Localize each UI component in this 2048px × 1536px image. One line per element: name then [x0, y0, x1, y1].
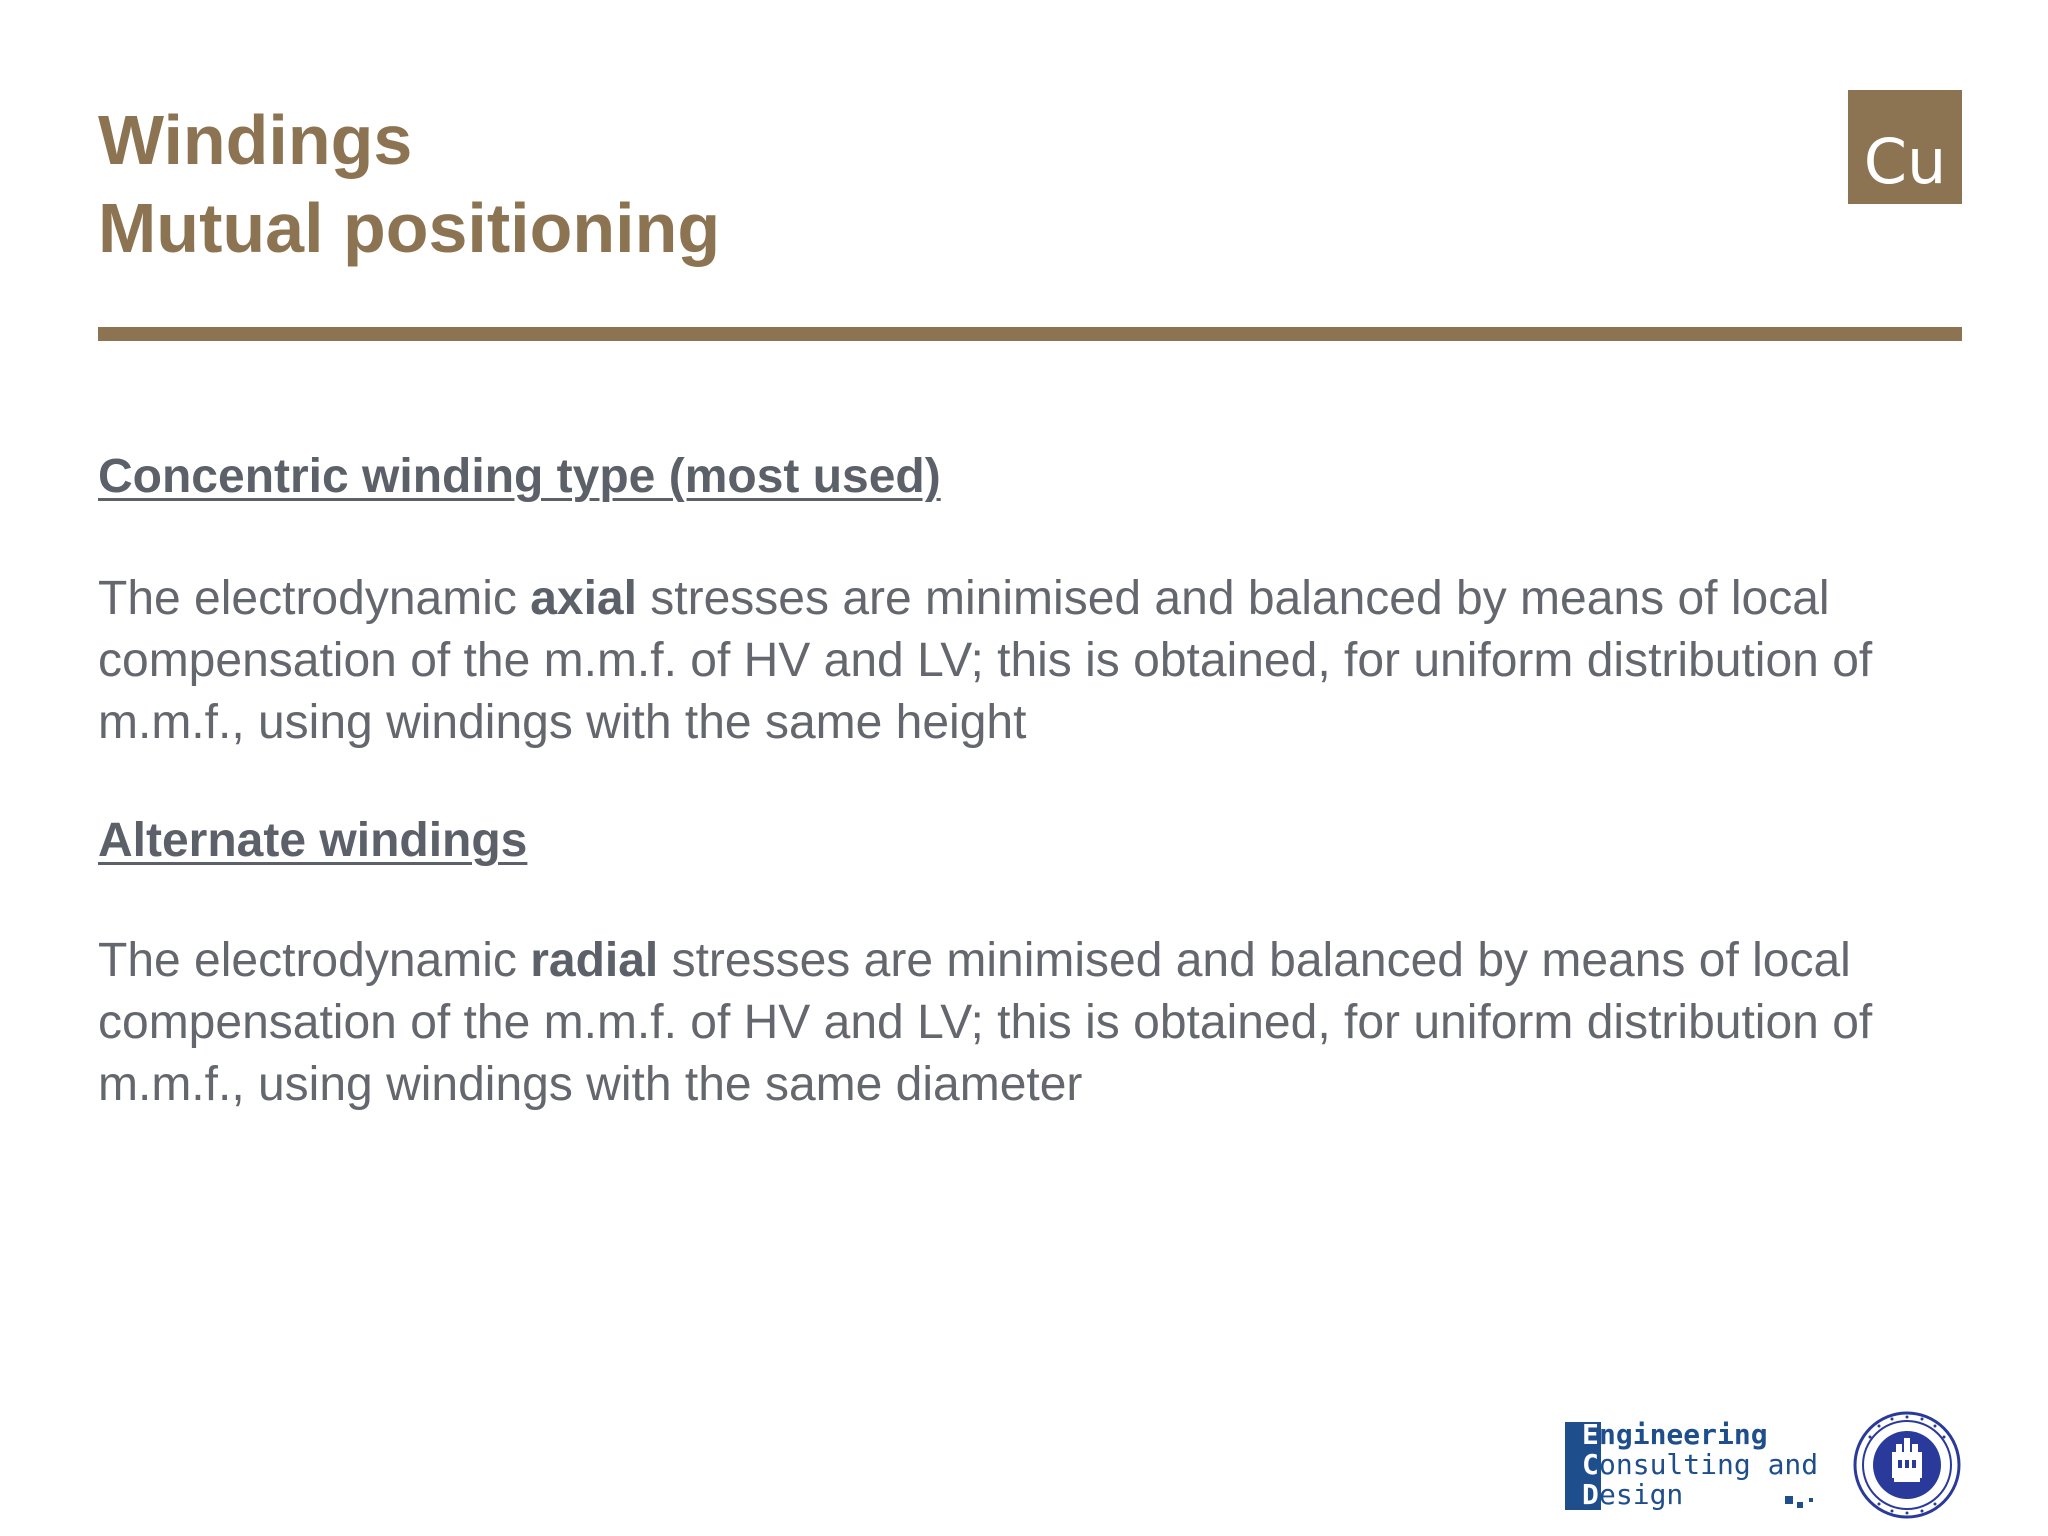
- emphasis-word: radial: [530, 934, 659, 987]
- university-seal-icon: [1852, 1410, 1962, 1520]
- ecd-logo-dots: [1785, 1494, 1821, 1508]
- ecd-logo: [1565, 1420, 1825, 1512]
- ecd-logo-line2: Consulting and: [1582, 1448, 1819, 1481]
- text-before: The electrodynamic: [98, 572, 531, 625]
- slide-content: [98, 446, 1978, 1116]
- title-divider: [98, 327, 1962, 341]
- slide-title-line2: Mutual positioning: [98, 189, 721, 267]
- section-text-concentric: [98, 568, 1978, 754]
- text-before: The electrodynamic: [98, 934, 531, 987]
- text-after: stresses are minimised and balanced by means of local compensation of the m.m.f. of HV and LV; this is obtained, for uniform distribution of m.m.f., using windings with the same diameter: [98, 934, 1873, 1111]
- slide-title: [98, 96, 720, 272]
- section-text-alternate: [98, 930, 1978, 1116]
- slide-title-line1: Windings: [98, 101, 413, 179]
- text-after: stresses are minimised and balanced by means of local compensation of the m.m.f. of HV and LV; this is obtained, for uniform distribution of m.m.f., using windings with the same height: [98, 572, 1873, 749]
- section-heading-alternate: Alternate windings: [98, 814, 528, 867]
- ecd-logo-line1: Engineering: [1582, 1418, 1768, 1451]
- copper-badge: Cu: [1848, 90, 1962, 204]
- emphasis-word: axial: [530, 572, 637, 625]
- section-heading-concentric: Concentric winding type (most used): [98, 450, 941, 503]
- ecd-logo-line3: Design: [1582, 1478, 1684, 1511]
